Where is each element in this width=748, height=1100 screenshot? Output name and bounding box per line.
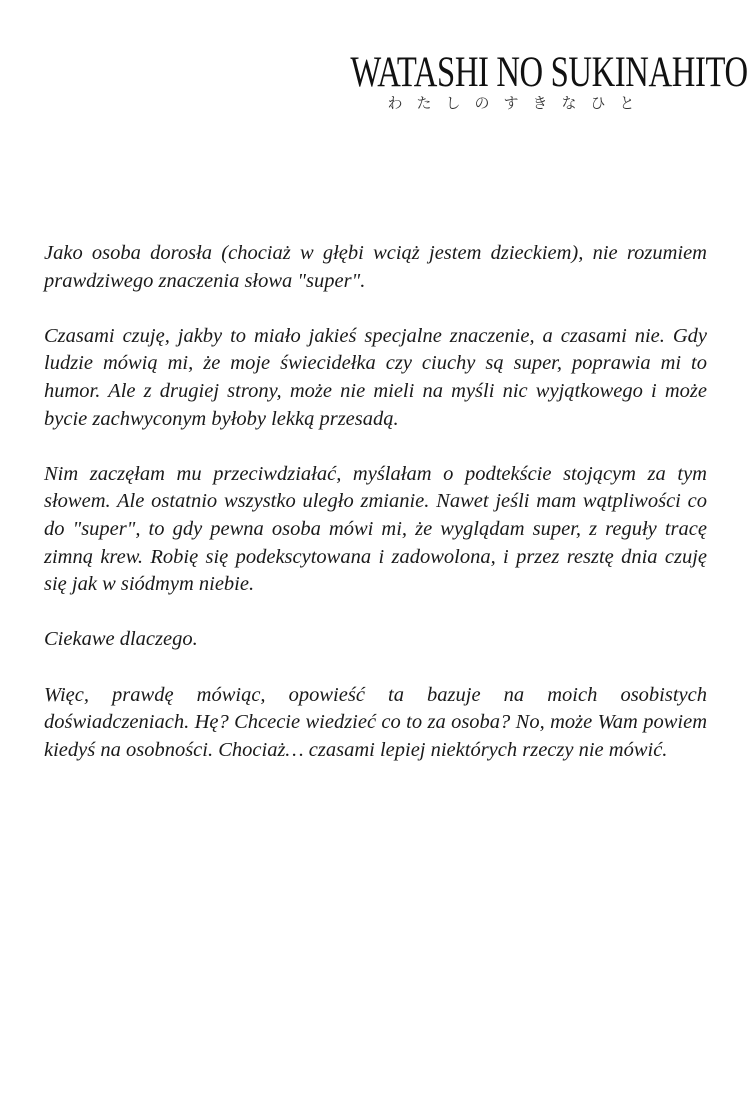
paragraph-5: Więc, prawdę mówiąc, opowieść ta bazuje na moich osobistych doświadczeniach. Hę? Chcecie wiedzieć co to za osoba? No, może Wam powiem kiedyś na osobności. Chociaż… czasami lepiej niektórych rzeczy nie mówić.	[44, 683, 707, 761]
paragraph-3: Nim zaczęłam mu przeciwdziałać, myślałam o podtekście stojącym za tym słowem. Ale ostatnio wszystko uległo zmianie. Nawet jeśli mam wątpliwości co do "super", to gdy pewna osoba mówi mi, że wyglądam super, z reguły tracę zimną krew. Robię się podekscytowana i zadowolona, i przez resztę dnia czuję się jak w siódmym niebie.	[44, 462, 707, 596]
page-subtitle: わたしのすきなひと	[387, 94, 649, 112]
title-block	[300, 49, 748, 112]
page-title: WATASHI NO SUKINAHITO	[350, 49, 748, 96]
paragraph-2: Czasami czuję, jakby to miało jakieś specjalne znaczenie, a czasami nie. Gdy ludzie mówią mi, że moje świecidełka czy ciuchy są super, poprawia mi to humor. Ale z drugiej strony, może nie mieli na myśli nic wyjątkowego i może bycie zachwyconym byłoby lekką przesadą.	[44, 324, 707, 430]
paragraph-4: Ciekawe dlaczego.	[44, 628, 198, 651]
paragraph-1: Jako osoba dorosła (chociaż w głębi wciąż jestem dzieckiem), nie rozumiem prawdziwego znaczenia słowa "super".	[44, 242, 707, 292]
body-text	[44, 240, 707, 792]
